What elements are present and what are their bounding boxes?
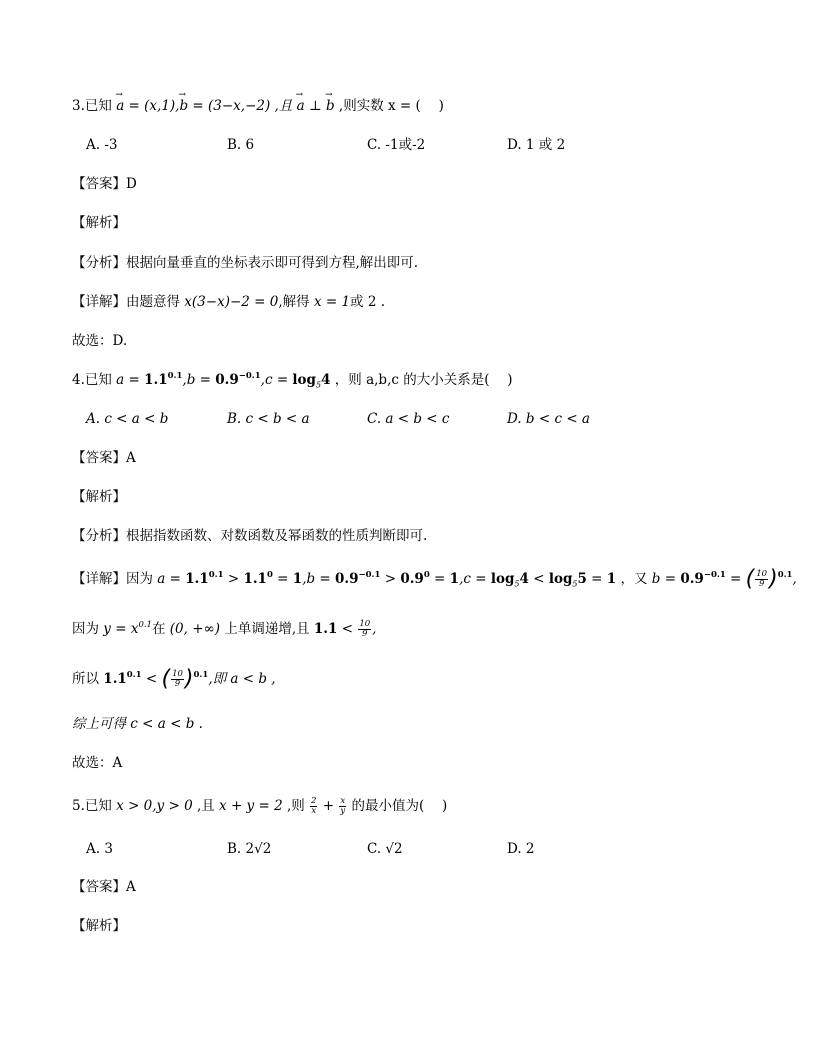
q5-stem-tail: 的最小值为( ): [347, 798, 448, 814]
q4-fenxi: [72, 526, 427, 546]
line2-ineq: 1.1 < $\frac{10}{9}$ ,: [313, 619, 377, 639]
q5-condition: x > 0,y > 0: [116, 798, 193, 814]
q5-option-c: C. √2: [367, 841, 403, 857]
q3-option-a: A. -3: [86, 137, 118, 153]
vector-b-coords: = (3−x,−2) ,且: [188, 98, 297, 114]
fenxi-label: 【分析】: [72, 528, 126, 544]
q4-line2: [72, 619, 376, 639]
q5-expression: $\frac{2}{x}$ + $\frac{x}{y}$: [311, 796, 346, 816]
line2-tail: 上单调递增,且: [220, 621, 314, 637]
xiangjie-mid: ,解得: [278, 294, 314, 310]
vector-a-coords: = (x,1),: [124, 98, 180, 114]
perp-vector-a: → a: [297, 96, 305, 116]
q5-prefix: 5.已知: [72, 798, 117, 814]
q3-analysis-label: 【解析】: [72, 215, 126, 231]
xiangjie-pre: 由题意得: [126, 294, 185, 310]
xiangjie-label: 【详解】: [72, 294, 126, 310]
xiangjie-tail: 或 2 .: [350, 294, 386, 310]
xiangjie-pre: 因为: [126, 571, 158, 587]
line2-mid: 在: [151, 621, 170, 637]
q4-xiangjie: [72, 566, 797, 595]
line3-tail: ,即 a < b ,: [208, 671, 276, 687]
q5-stem: [72, 796, 447, 816]
q3-fenxi: [72, 253, 418, 273]
fenxi-label: 【分析】: [72, 255, 126, 271]
q5-answer: [72, 877, 136, 897]
q3-option-c: C. -1或-2: [367, 137, 426, 153]
q4-stem: [72, 370, 513, 396]
xiangjie-equation: x(3−x)−2 = 0: [184, 294, 279, 310]
q3-answer: [72, 174, 137, 194]
q5-then: ,则: [282, 798, 310, 814]
q5-option-d: D. 2: [507, 841, 535, 857]
vector-b: → b: [179, 96, 188, 116]
q4-option-a: A. c < a < b: [86, 411, 169, 427]
interval: (0, +∞): [169, 621, 221, 637]
answer-label: 【答案】: [72, 450, 126, 466]
q4-prefix: 4.已知: [72, 372, 117, 388]
xiangjie-label: 【详解】: [72, 571, 126, 587]
answer-value: A: [126, 879, 136, 895]
q4-choose: 故选：A: [72, 755, 123, 771]
fenxi-text: 根据向量垂直的坐标表示即可得到方程,解出即可.: [126, 255, 419, 271]
answer-value: D: [126, 176, 137, 192]
q4-analysis-label: 【解析】: [72, 489, 126, 505]
q4-option-d: D. b < c < a: [507, 411, 590, 427]
q4-answer: [72, 448, 136, 468]
q3-choose: 故选：D.: [72, 333, 128, 349]
q5-sum: x + y = 2: [219, 798, 283, 814]
q3-option-b: B. 6: [227, 137, 255, 153]
q5-option-b: B. 2√2: [227, 841, 272, 857]
answer-label: 【答案】: [72, 176, 126, 192]
q5-option-a: A. 3: [86, 841, 113, 857]
perp-vector-b: → b: [326, 96, 335, 116]
q5-mid: ,且: [192, 798, 220, 814]
q4-option-c: C. a < b < c: [367, 411, 450, 427]
xiangjie-chain: $a = 1.1^{0.1} > 1.1^0 = 1,b = 0.9^{-0.1} > 0.9^0 = 1,c = \log_54 < \log_55 = 1$: [157, 570, 617, 589]
vector-a: → a: [116, 96, 124, 116]
line2-pre: 因为: [72, 621, 104, 637]
q4-line4: 综上可得 c < a < b .: [72, 716, 203, 732]
line3-pre: 所以: [72, 671, 104, 687]
q3-xiangjie: [72, 292, 385, 312]
q4-option-b: B. c < b < a: [227, 411, 310, 427]
fenxi-text: 根据指数函数、对数函数及幂函数的性质判断即可.: [126, 528, 428, 544]
q4-line3: [72, 666, 276, 692]
q3-stem-tail: ,则实数 x = ( ): [334, 98, 444, 114]
q5-analysis-label: 【解析】: [72, 918, 126, 934]
xiangjie-solution: x = 1: [313, 294, 351, 310]
xiangjie-b-eq: $b = 0.9^{-0.1}$ = ( $\frac{10}{9}$ )$^{0.1}$,: [651, 566, 797, 592]
power-function: $y = x^{0.1}$: [103, 620, 152, 637]
xiangjie-mid: ，又: [616, 571, 652, 587]
answer-label: 【答案】: [72, 879, 126, 895]
q3-stem: [72, 96, 444, 116]
q4-def-a: $a = 1.1^{0.1},b = 0.9^{-0.1},c = \log_54$: [116, 371, 331, 390]
perp-symbol: ⊥: [304, 98, 326, 114]
q3-prefix: 3.已知: [72, 98, 112, 114]
line3-ineq: $1.1^{0.1}$ < ( $\frac{10}{9}$ )$^{0.1}$: [103, 666, 209, 692]
q3-option-d: D. 1 或 2: [507, 137, 566, 153]
q4-stem-tail: ，则 a,b,c 的大小关系是( ): [330, 372, 513, 388]
answer-value: A: [126, 450, 136, 466]
